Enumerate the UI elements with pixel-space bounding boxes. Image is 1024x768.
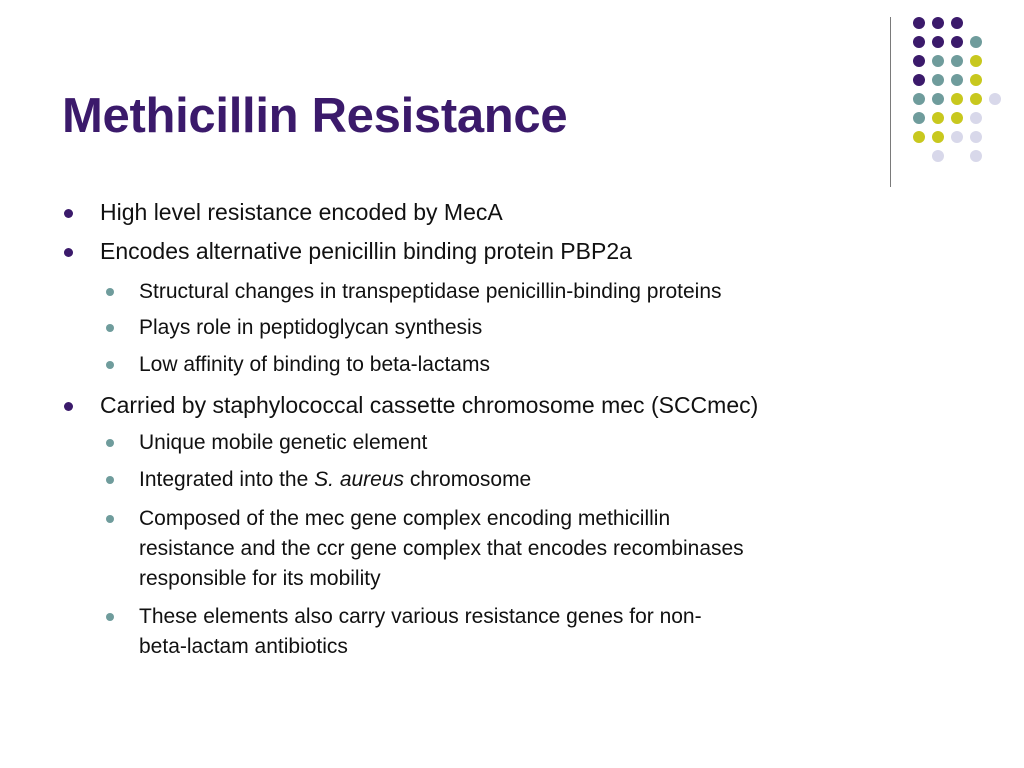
dot: [970, 36, 982, 48]
dot: [951, 74, 963, 86]
bullet-item: [100, 199, 503, 226]
dot: [932, 131, 944, 143]
dot: [913, 55, 925, 67]
dot: [932, 36, 944, 48]
sub-bullet-dot-icon: [106, 361, 114, 369]
dot: [913, 36, 925, 48]
dot: [913, 93, 925, 105]
sub-bullet-item: [139, 350, 490, 380]
sub-bullet-item: [139, 602, 702, 662]
sub-bullet-item: [139, 504, 744, 594]
bullet-text: High level resistance encoded by MecA: [100, 199, 503, 225]
dot: [951, 131, 963, 143]
sub-bullet-dot-icon: [106, 515, 114, 523]
sub-bullet-item: [139, 465, 531, 495]
sub-bullet-text: Low affinity of binding to beta-lactams: [139, 353, 490, 376]
dot: [951, 55, 963, 67]
dot: [913, 17, 925, 29]
dot: [913, 131, 925, 143]
dot: [932, 17, 944, 29]
text-run: chromosome: [404, 468, 532, 491]
sub-bullet-text: Plays role in peptidoglycan synthesis: [139, 316, 483, 339]
dot: [951, 93, 963, 105]
bullet-item: [100, 238, 632, 265]
dot: [970, 93, 982, 105]
bullet-dot-icon: [64, 248, 73, 257]
dot: [989, 93, 1001, 105]
sub-bullet-text: Unique mobile genetic element: [139, 431, 428, 454]
dot: [970, 150, 982, 162]
slide-title: Methicillin Resistance: [62, 89, 568, 143]
bullet-dot-icon: [64, 209, 73, 218]
vertical-divider-line: [890, 17, 891, 187]
text-run: Integrated into the: [139, 468, 315, 491]
dot: [951, 36, 963, 48]
bullet-item: [100, 392, 758, 419]
dot: [970, 74, 982, 86]
sub-bullet-item: [139, 313, 482, 343]
sub-bullet-item: [139, 428, 427, 458]
sub-bullet-dot-icon: [106, 288, 114, 296]
dot: [970, 112, 982, 124]
sub-bullet-text-line: beta-lactam antibiotics: [139, 635, 348, 658]
bullet-text: Encodes alternative penicillin binding protein PBP2a: [100, 238, 632, 264]
dot: [932, 55, 944, 67]
bullet-dot-icon: [64, 402, 73, 411]
dot: [932, 93, 944, 105]
sub-bullet-item: [139, 277, 722, 307]
dot: [970, 55, 982, 67]
sub-bullet-text-line: Composed of the mec gene complex encoding methicillin: [139, 507, 671, 530]
sub-bullet-dot-icon: [106, 613, 114, 621]
dot: [913, 74, 925, 86]
sub-bullet-dot-icon: [106, 439, 114, 447]
bullet-text: Carried by staphylococcal cassette chromosome mec (SCCmec): [100, 392, 759, 418]
dot: [932, 150, 944, 162]
dot: [970, 131, 982, 143]
dot: [932, 112, 944, 124]
dot: [913, 112, 925, 124]
sub-bullet-dot-icon: [106, 324, 114, 332]
sub-bullet-text: Structural changes in transpeptidase penicillin-binding proteins: [139, 280, 722, 303]
dot: [951, 112, 963, 124]
sub-bullet-text-line: resistance and the ccr gene complex that encodes recombinases: [139, 537, 744, 560]
species-name-italic: S. aureus: [314, 468, 405, 491]
sub-bullet-text: [139, 465, 531, 495]
sub-bullet-dot-icon: [106, 476, 114, 484]
dot: [951, 17, 963, 29]
dot: [932, 74, 944, 86]
sub-bullet-text-line: These elements also carry various resistance genes for non-: [139, 605, 702, 628]
sub-bullet-text-line: responsible for its mobility: [139, 567, 381, 590]
